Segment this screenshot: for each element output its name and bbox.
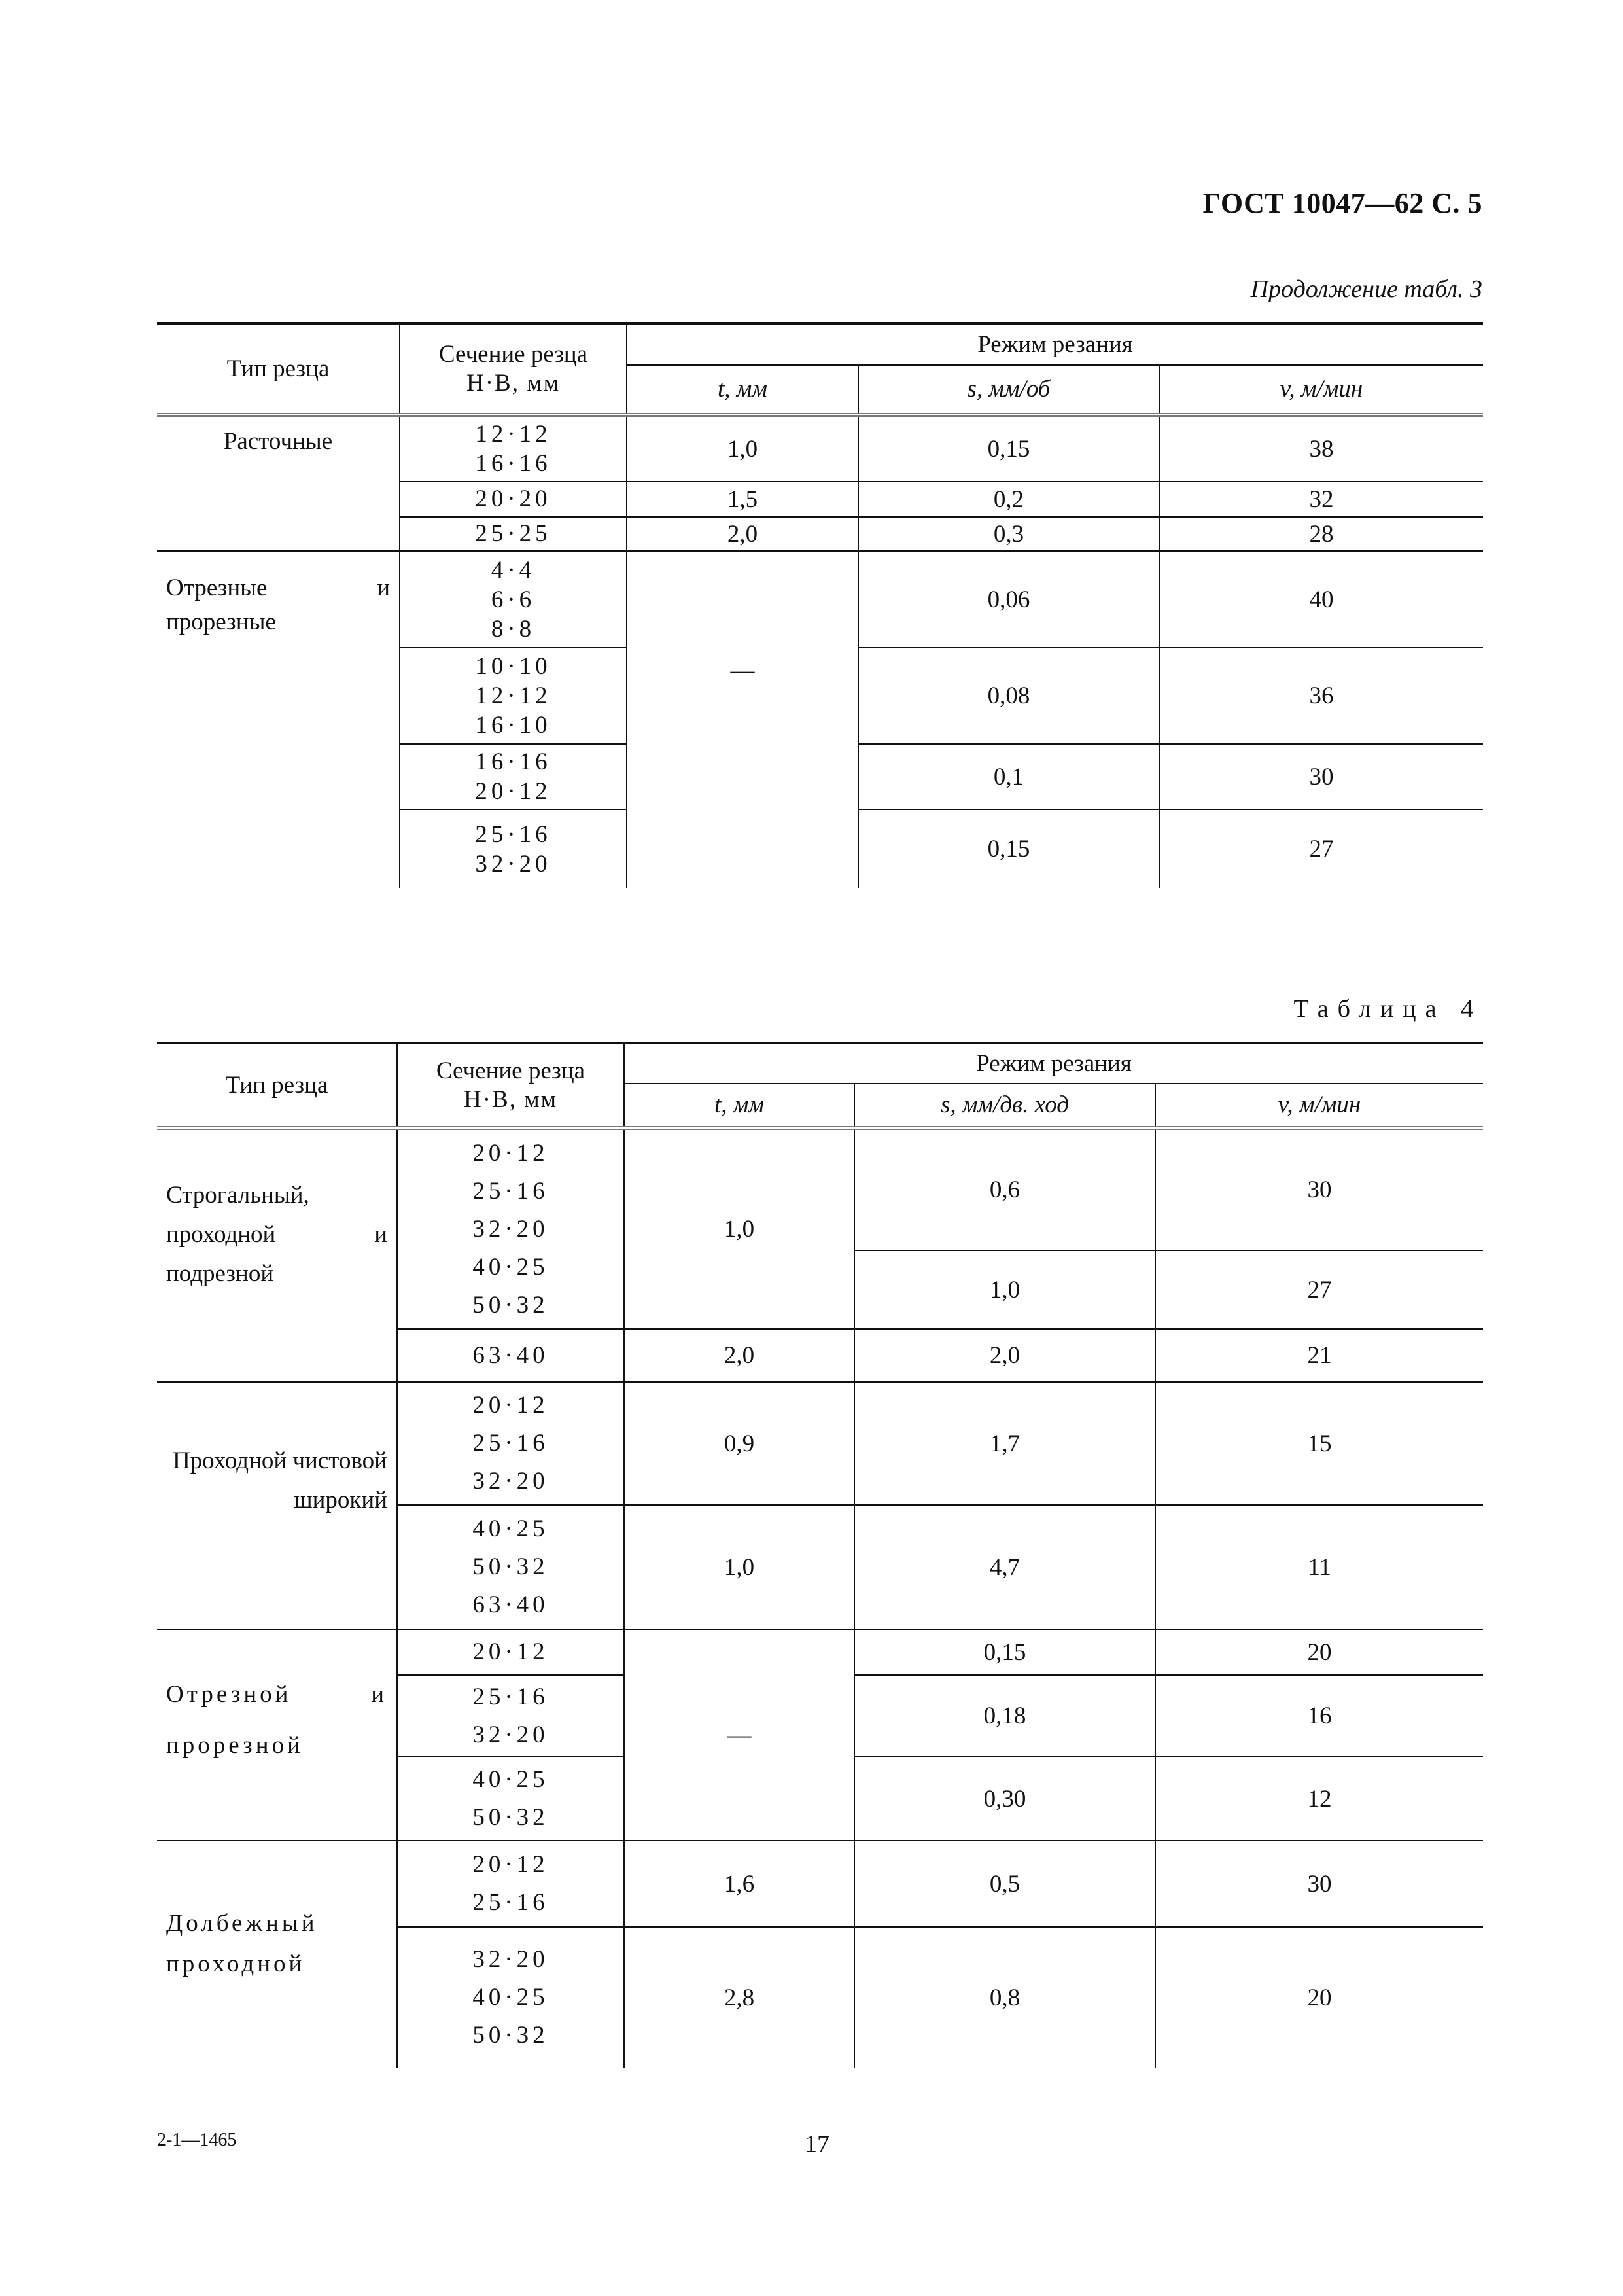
- t-value: 1,5: [627, 482, 858, 517]
- t-value: 1,0: [624, 1128, 854, 1329]
- section-cell: [397, 1675, 624, 1757]
- v-value: 32: [1159, 482, 1483, 517]
- section-value: 32·20: [472, 1946, 549, 1973]
- col-header-t: t, мм: [627, 365, 858, 415]
- section-value: 16·10: [475, 712, 551, 739]
- section-value: 32·20: [472, 1215, 549, 1243]
- s-value: 0,30: [854, 1757, 1155, 1841]
- cutter-type-rasto: Расточные: [157, 415, 400, 551]
- section-cell: [400, 482, 627, 517]
- section-value: 6·6: [491, 586, 536, 613]
- v-value: 20: [1155, 1927, 1483, 2068]
- col-header-section-label: Сечение резца: [438, 340, 588, 368]
- section-cell: [397, 1382, 624, 1505]
- section-value: 63·40: [472, 1341, 549, 1369]
- document-header: ГОСТ 10047—62 С. 5: [1202, 187, 1482, 219]
- v-value: 30: [1159, 744, 1483, 809]
- section-cell: [400, 744, 627, 809]
- section-value: 8·8: [491, 615, 536, 643]
- section-value: 10·10: [475, 653, 551, 680]
- t-value: —: [627, 551, 858, 888]
- table-4-caption: Таблица 4: [1293, 995, 1482, 1023]
- v-value: 40: [1159, 551, 1483, 648]
- s-value: 0,6: [854, 1128, 1155, 1250]
- v-value: 36: [1159, 648, 1483, 744]
- col-header-type: Тип резца: [157, 1043, 397, 1128]
- v-value: 38: [1159, 415, 1483, 482]
- col-header-v: v, м/мин: [1155, 1084, 1483, 1128]
- section-cell: [400, 648, 627, 744]
- col-header-section-label: Сечение резца: [436, 1057, 585, 1084]
- section-cell: [397, 1757, 624, 1841]
- col-header-section-unit: Н·В, мм: [466, 369, 561, 397]
- col-header-s: s, мм/об: [858, 365, 1159, 415]
- v-value: 15: [1155, 1382, 1483, 1505]
- s-value: 0,3: [858, 517, 1159, 551]
- section-cell: [397, 1927, 624, 2068]
- section-value: 32·20: [472, 1721, 549, 1748]
- v-value: 21: [1155, 1329, 1483, 1382]
- cutter-type-prohod: Проходной чистовой широкий: [157, 1382, 397, 1629]
- section-value: 32·20: [472, 1468, 549, 1494]
- section-value: 12·12: [475, 421, 551, 448]
- table-continuation-label: Продолжение табл. 3: [1250, 275, 1482, 303]
- section-value: 25·16: [475, 821, 551, 848]
- v-value: 27: [1159, 809, 1483, 888]
- section-value: 16·16: [475, 749, 551, 775]
- section-value: 20·12: [475, 778, 551, 805]
- cutter-type-otrez4: Отрезной и прорезной: [157, 1629, 397, 1841]
- section-value: 63·40: [472, 1591, 549, 1618]
- section-value: 4·4: [491, 556, 536, 584]
- s-value: 0,15: [854, 1629, 1155, 1675]
- t-value: 2,8: [624, 1927, 854, 2068]
- s-value: 2,0: [854, 1329, 1155, 1382]
- section-cell: [397, 1505, 624, 1629]
- section-value: 20·20: [475, 486, 551, 512]
- v-value: 27: [1155, 1250, 1483, 1329]
- section-value: 25·16: [472, 1683, 549, 1710]
- s-value: 4,7: [854, 1505, 1155, 1629]
- s-value: 0,8: [854, 1927, 1155, 2068]
- s-value: 0,15: [858, 415, 1159, 482]
- t-value: 2,0: [627, 517, 858, 551]
- t-value: 1,0: [627, 415, 858, 482]
- page-number: 17: [805, 2130, 829, 2158]
- cutter-type-dolb-label: Долбежный проходной: [166, 1910, 318, 1977]
- t-value: —: [624, 1629, 854, 1841]
- v-value: 16: [1155, 1675, 1483, 1757]
- section-value: 50·32: [472, 1553, 549, 1580]
- s-value: 0,06: [858, 551, 1159, 648]
- col-header-mode: Режим резания: [624, 1043, 1483, 1084]
- t-value: 2,0: [624, 1329, 854, 1382]
- section-value: 16·16: [475, 450, 551, 477]
- section-value: 20·12: [472, 1392, 549, 1419]
- section-cell: [397, 1841, 624, 1927]
- section-value: 25·16: [472, 1889, 549, 1916]
- s-value: 1,7: [854, 1382, 1155, 1505]
- table-4: [157, 1042, 1483, 2068]
- v-value: 30: [1155, 1841, 1483, 1927]
- s-value: 0,1: [858, 744, 1159, 809]
- s-value: 1,0: [854, 1250, 1155, 1329]
- table-3: [157, 322, 1483, 888]
- cutter-type-strog: Строгальный, проходной и подрезной: [157, 1128, 397, 1382]
- section-value: 20·12: [472, 1139, 549, 1167]
- v-value: 20: [1155, 1629, 1483, 1675]
- section-cell: [397, 1128, 624, 1329]
- section-value: 40·25: [472, 1766, 549, 1793]
- section-value: 50·32: [472, 1804, 549, 1831]
- section-cell: [397, 1329, 624, 1382]
- col-header-v: v, м/мин: [1159, 365, 1483, 415]
- section-value: 12·12: [475, 682, 551, 709]
- section-cell: [400, 551, 627, 648]
- col-header-s: s, мм/дв. ход: [854, 1084, 1155, 1128]
- col-header-mode: Режим резания: [627, 323, 1483, 365]
- section-value: 40·25: [472, 1515, 549, 1542]
- section-cell: [400, 415, 627, 482]
- section-value: 40·25: [472, 1253, 549, 1280]
- s-value: 0,18: [854, 1675, 1155, 1757]
- section-cell: [397, 1629, 624, 1675]
- cutter-type-otrez: Отрезные и прорезные: [166, 574, 390, 635]
- section-value: 25·25: [475, 520, 551, 547]
- section-value: 50·32: [472, 2022, 549, 2049]
- col-header-section-unit: Н·В, мм: [463, 1086, 558, 1113]
- cutter-type-dolb: [157, 1841, 397, 2068]
- t-value: 0,9: [624, 1382, 854, 1505]
- section-value: 25·16: [472, 1177, 549, 1205]
- t-value: 1,0: [624, 1505, 854, 1629]
- v-value: 30: [1155, 1128, 1483, 1250]
- section-value: 32·20: [475, 850, 551, 877]
- section-value: 20·12: [472, 1851, 549, 1878]
- v-value: 28: [1159, 517, 1483, 551]
- section-value: 40·25: [472, 1984, 549, 2011]
- col-header-t: t, мм: [624, 1084, 854, 1128]
- s-value: 0,5: [854, 1841, 1155, 1927]
- t-value: 1,6: [624, 1841, 854, 1927]
- section-value: 20·12: [472, 1638, 549, 1665]
- section-value: 50·32: [472, 1291, 549, 1318]
- s-value: 0,15: [858, 809, 1159, 888]
- col-header-type: Тип резца: [157, 323, 400, 415]
- v-value: 11: [1155, 1505, 1483, 1629]
- v-value: 12: [1155, 1757, 1483, 1841]
- section-cell: [400, 809, 627, 888]
- s-value: 0,2: [858, 482, 1159, 517]
- section-cell: [400, 517, 627, 551]
- col-header-section: [397, 1043, 624, 1128]
- col-header-section: [400, 323, 627, 415]
- footer-print-code: 2-1—1465: [157, 2130, 237, 2150]
- section-value: 25·16: [472, 1430, 549, 1457]
- s-value: 0,08: [858, 648, 1159, 744]
